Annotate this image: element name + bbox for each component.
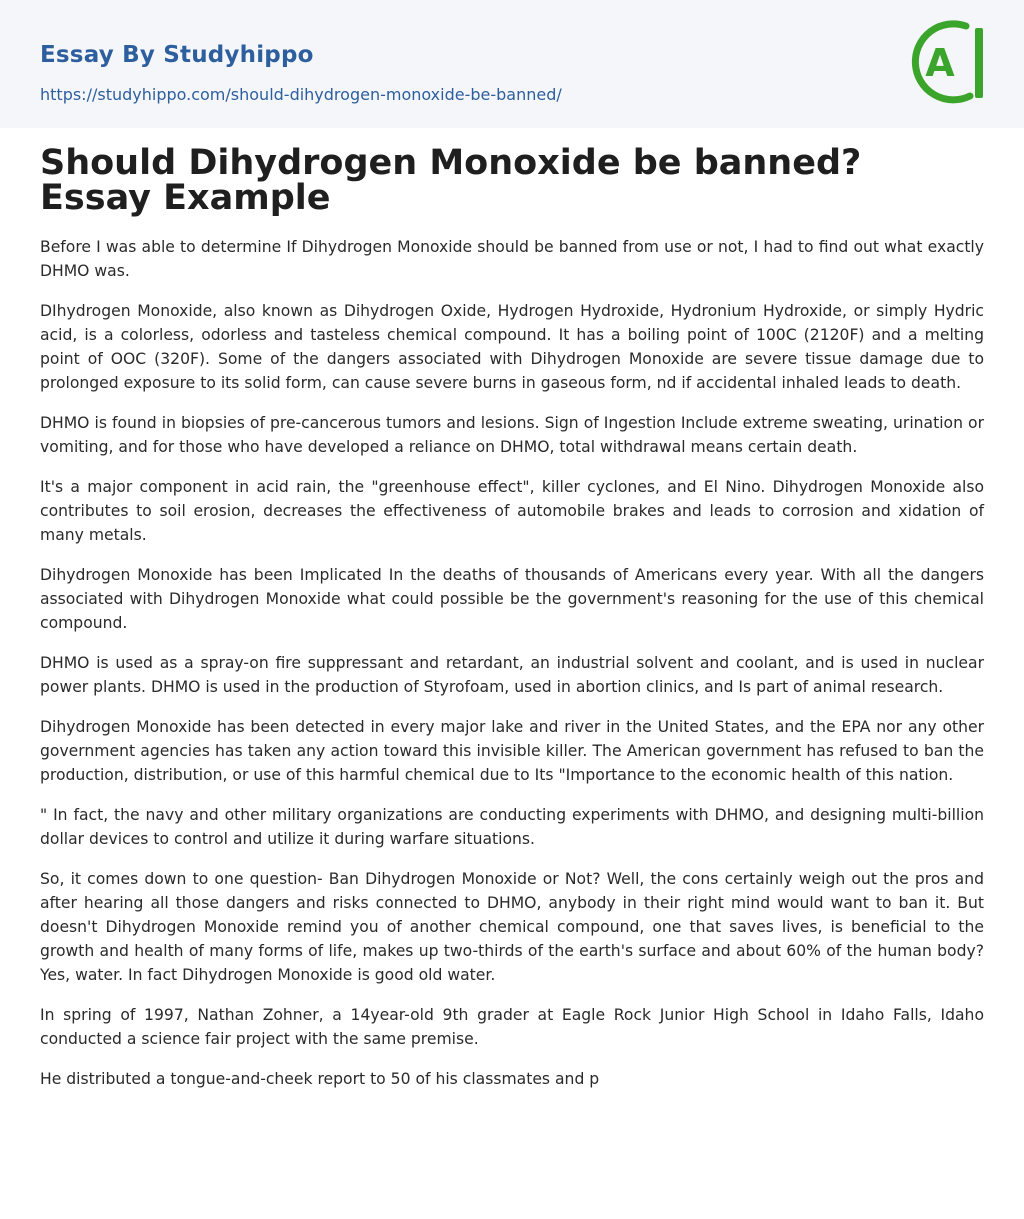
article: [0, 143, 1024, 1091]
page-title: Should Dihydrogen Monoxide be banned? Essay Example: [40, 143, 862, 218]
paragraph: So, it comes down to one question- Ban Dihydrogen Monoxide or Not? Well, the cons certainly weigh out the pros and after hearing all those dangers and risks connected to DHMO, anybody in their right mind would want to ban it. But doesn't Dihydrogen Monoxide remind you of another chemical compound, one that saves lives, is beneficial to the growth and health of many forms of life, makes up two-thirds of the earth's surface and about 60% of the human body? Yes, water. In fact Dihydrogen Monoxide is good old water.: [40, 870, 984, 984]
logo-letter: A: [925, 41, 955, 85]
site-header: [0, 0, 1024, 128]
paragraph: Dihydrogen Monoxide has been Implicated In the deaths of thousands of Americans every year. With all the dangers associated with Dihydrogen Monoxide what could possible be the government's reasoning for the use of this chemical compound.: [40, 566, 984, 632]
source-url-link[interactable]: https://studyhippo.com/should-dihydrogen-monoxide-be-banned/: [40, 85, 562, 104]
paragraph: " In fact, the navy and other military organizations are conducting experiments with DHMO, and designing multi-billion dollar devices to control and utilize it during warfare situations.: [40, 806, 984, 848]
brand-title[interactable]: Essay By Studyhippo: [40, 42, 314, 68]
paragraph: Dihydrogen Monoxide has been detected in every major lake and river in the United States, and the EPA nor any other government agencies has taken any action toward this invisible killer. The American government has refused to ban the production, distribution, or use of this harmful chemical due to Its "Importance to the economic health of this nation.: [40, 718, 984, 784]
paragraph: Before I was able to determine If Dihydrogen Monoxide should be banned from use or not, I had to find out what exactly DHMO was.: [40, 238, 984, 280]
paragraph: DHMO is used as a spray-on fire suppressant and retardant, an industrial solvent and coolant, and is used in nuclear power plants. DHMO is used in the production of Styrofoam, used in abortion clinics, and Is part of animal research.: [40, 654, 984, 696]
paragraph: In spring of 1997, Nathan Zohner, a 14year-old 9th grader at Eagle Rock Junior High School in Idaho Falls, Idaho conducted a science fair project with the same premise.: [40, 1006, 984, 1048]
paragraph: DHMO is found in biopsies of pre-cancerous tumors and lesions. Sign of Ingestion Include extreme sweating, urination or vomiting, and for those who have developed a reliance on DHMO, total withdrawal means certain death.: [40, 414, 984, 456]
paragraph: It's a major component in acid rain, the "greenhouse effect", killer cyclones, and El Nino. Dihydrogen Monoxide also contributes to soil erosion, decreases the effectiveness of automobile brakes and leads to corrosion and xidation of many metals.: [40, 478, 984, 544]
studyhippo-logo-icon[interactable]: [908, 18, 988, 106]
paragraph: DIhydrogen Monoxide, also known as Dihydrogen Oxide, Hydrogen Hydroxide, Hydronium Hydroxide, or simply Hydric acid, is a colorless, odorless and tasteless chemical compound. It has a boiling point of 100C (2120F) and a melting point of OOC (320F). Some of the dangers associated with Dihydrogen Monoxide are severe tissue damage due to prolonged exposure to its solid form, can cause severe burns in gaseous form, nd if accidental inhaled leads to death.: [40, 302, 984, 392]
paragraph: He distributed a tongue-and-cheek report to 50 of his classmates and p: [40, 1070, 600, 1088]
